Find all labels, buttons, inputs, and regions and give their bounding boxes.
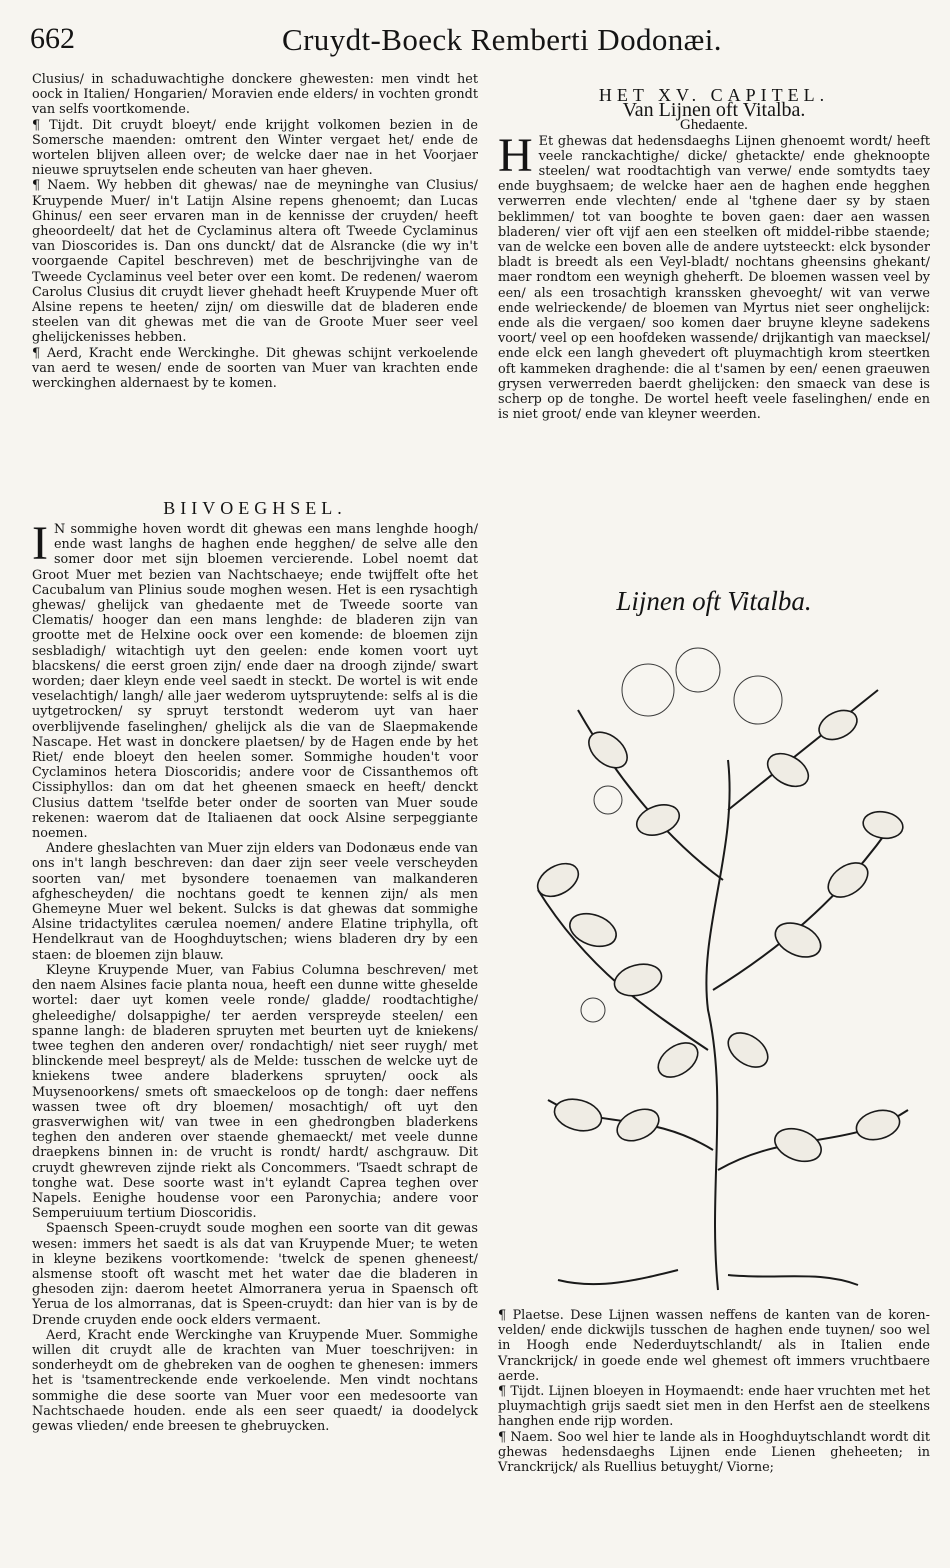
text-paragraph: Clusius/ in schaduwachtighe donckere ghewesten: men vindt het oock in Italien/ Hongarien/ Moravien ende elders/ in vochten grondt van selfs voortkomende.	[32, 72, 478, 118]
chapter-heading: HET XV. CAPITEL.	[598, 85, 830, 105]
ghedaente-paragraph	[498, 128, 930, 423]
woodcut-caption	[498, 586, 930, 616]
main-stem	[706, 760, 729, 1290]
plaetse-paragraph: ¶ Plaetse. Dese Lijnen wassen neffens de kanten van de koren-velden/ ende dickwijls tusschen de haghen ende tuynen/ soo wel in Hoogh ende Nederduytschlandt/ als in Italien ende Vranckrijck/ in goede ende wel ghemest oft immers vruchtbaere aerde.	[498, 1308, 930, 1384]
ghedaente-text: Et ghewas dat hedensdaeghs Lijnen ghenoemt wordt/ heeft veele ranckachtighe/ dicke/ ghetackte/ ende gheknoopte steelen/ wat roodtachtigh van verwe/ ende somtydts taey ende buyghsaem; de welcke haer aen de haghen ende hegghen verwerren ende vlechten/ ende al 'tghene daer sy by staen beklimmen/ tot van booghte te boven gaen: daer aen wassen bladeren/ vier oft vijf aen een steelken oft middel-ribbe staende; van de welcke een boven alle de andere uytsteeckt: elck bysonder bladt is breedt als een Veyl-bladt/ nochtans gheensins ghekant/ maer rondtom een weynigh gheherft. De bloemen wassen veel by een/ als een trosachtigh kranssken ghevoeght/ wit van verwe ende welrieckende/ de bloemen van Myrtus niet seer onghelijck: ende als die vergaen/ soo komen daer bruyne kleyne sadekens voort/ veel op een hoofdeken wassende/ drijkantigh van maecksel/ ende elck een langh ghevedert oft pluymachtigh krom steertken oft kammeken draghende: die al t'samen by een/ eenen graeuwen grysen verwerreden baerdt ghelijcken: den smaeck van dese is scherp op de tonghe. De wortel heeft veele faselinghen/ ende en is niet groot/ ende van kleyner weerden.	[498, 133, 930, 423]
chapter-subtitle: Van Lijnen oft Vitalba.	[622, 99, 806, 122]
running-title: Cruydt-Boeck Remberti Dodonæi.	[282, 22, 722, 57]
aerd-paragraph: ¶ Aerd, Kracht ende Werckinghe. Dit ghewas schijnt verkoelende van aerd te wesen/ ende de soorten van Muer van krachten ende werckinghen aldernaest by te komen.	[32, 345, 478, 392]
bijvoeghsel-text-1: N sommighe hoven wordt dit ghewas een mans lenghde hoogh/ ende wast langhs de haghen ende hegghen/ de selve alle den somer door met sijn bloemen vercierende. Lobel noemt dat Groot Muer met bezien van Nachtschaeye; ende twijffelt ofte het Cacubalum van Plinius soude moghen wesen. Het is een rysachtigh ghewas/ ghelijck van ghedaente met de Tweede soorte van Clematis/ hooger dan een mans lenghde: de bladeren zijn van grootte met de Helxine oock over een komende: de bloemen zijn sesbladigh/ witachtigh uyt den geelen: ende komen voort uyt blacskens/ die eerst groen zijn/ ende daer na droogh zijnde/ swart worden; daer kleyn ende veel saedt in steckt. De wortel is wit ende veselachtigh/ langh/ alle jaer wederom uytspruytende: selfs al is die uytgetrocken/ sy spruyt terstondt wederom uyt van haer overblijvende faselinghen/ ghelijck als die van de Slaepmakende Nascape. Het wast in donckere plaetsen/ by de Hagen ende by het Riet/ ende bloeyt den heelen somer. Sommighe houden't voor Cyclaminos hetera Dioscoridis; andere voor de Cissanthemos oft Cissiphyllos: dan om dat het gheenen smaeck en heeft/ denckt Clusius dattem 'tselfde beter onder de soorten van Muer soude rekenen: waerom dat de Italiaenen dat oock Alsine serpeggiante noemen.	[32, 522, 478, 842]
woodcut-title: Lijnen oft Vitalba.	[616, 586, 812, 616]
section-label: Ghedaente.	[680, 117, 748, 134]
page-header	[0, 0, 950, 66]
drop-cap: H	[498, 128, 533, 182]
bijvoeghsel-paragraph-1	[32, 517, 478, 842]
left-column-bijvoeghsel	[32, 517, 478, 1434]
bijvoeghsel-paragraph-2: Andere gheslachten van Muer zijn elders van Dodonæus ende van ons in't langh beschreven: dan daer zijn seer veele verscheyden soorten van/ met bysondere toenaemen van malkanderen afghescheyden/ die nochtans goedt te kennen zijn/ als men Ghemeyne Muer wel bekent. Sulcks is dat ghewas dat sommighe Alsine tridactylites cærulea noemen/ andere Elatine triphylla, oft Hendelkraut van de Hooghduytschen; wiens bladeren dry by een staen: de bloemen zijn blauw.	[32, 841, 478, 963]
bijvoeghsel-heading: BIIVOEGHSEL.	[163, 498, 347, 518]
drop-cap: I	[32, 517, 48, 570]
bijvoeghsel-paragraph-3: Kleyne Kruypende Muer, van Fabius Columna beschreven/ met den naem Alsines facie planta noua, heeft een dunne witte gheselde wortel: daer uyt komen veele ronde/ gladde/ roodtachtighe/ gheleedighe/ dolsappighe/ ter aerden verspreyde steelen/ een spanne langh: de bladeren spruyten met beurten uyt de kniekens/ twee teghen den anderen over/ rondachtigh/ niet seer ruygh/ met blinckende meel bespreyt/ als de Melde: tusschen de welcke uyt de kniekens twee andere bladerkens spruyten/ oock als Muysenoorkens/ smets oft smaeckeloos op de tongh: daer neffens wassen twee oft dry bloemen/ mosachtigh/ oft uyt den grasverwighen wit/ van twee in een ghedrongben bladerkens teghen den anderen over staende ghemaeckt/ met veele dunne draepkens binnen in: de vrucht is rondt/ hardt/ aschgrauw. Dit cruydt ghewreven zijnde riekt als Concommers. 'Tsaedt schrapt de tonghe wat. Dese soorte wast in't eylandt Caprea teghen over Napels. Eenighe houdense voor een Paronychia; andere voor Semperuiuum tertium Dioscoridis.	[32, 962, 478, 1222]
right-column-top	[498, 85, 930, 423]
left-column-top	[32, 72, 478, 391]
naem-paragraph: ¶ Naem. Wy hebben dit ghewas/ nae de meyninghe van Clusius/ Kruypende Muer/ in't Latijn Alsine repens ghenoemt; dan Lucas Ghinus/ een seer ervaren man in de kennisse der cruyden/ heeft gheoordeelt/ dat het de Cyclaminus altera oft Tweede Cyclaminus van Dioscorides is. Dan ons dunckt/ dat de Alsrancke (die wy in't voorgaende Capitel beschreven) met de beschrijvinghe van de Tweede Cyclaminus veel beter over een komt. De redenen/ waerom Carolus Clusius dit cruydt liever ghehadt heeft Kruypende Muer oft Alsine repens te heeten/ zijn/ om dieswille dat de bladeren ende steelen van dit ghewas met die van de Groote Muer seer veel ghelijckenisses hebben.	[32, 178, 478, 346]
naem-paragraph: ¶ Naem. Soo wel hier te lande als in Hooghduytschlandt wordt dit ghewas hedensdaeghs Lijnen ende Lienen gheheeten; in Vranckrijck/ als Ruellius betuyght/ Viorne;	[498, 1429, 930, 1476]
page-number: 662	[30, 22, 75, 55]
tijdt-paragraph: ¶ Tijdt. Lijnen bloeyen in Hoymaendt: ende haer vruchten met het pluymachtigh grijs saedt siet men in den Herfst aen de steelkens hanghen ende rijp worden.	[498, 1384, 930, 1430]
bijvoeghsel-paragraph-4: Spaensch Speen-cruydt soude moghen een soorte van dit gewas wesen: immers het saedt is als dat van Kruypende Muer; te weten in kleyne bezikens voortkomende: 'twelck de spenen gheneest/ alsmense stooft oft wascht met het water dae die bladeren in ghesoden zijn: daerom heetet Almorranera yerua in Spaensch oft Yerua de los almorranas, dat is Speen-cruydt: dan hier van is by de Drende cruyden ende oock elders vermaent.	[32, 1221, 478, 1328]
bijvoeghsel-paragraph-5: Aerd, Kracht ende Werckinghe van Kruypende Muer. Sommighe willen dit cruydt alle de krachten van Muer toeschrijven: in sonderheydt om de ghebreken van de ooghen te ghenesen: immers het is 'tsamentreckende ende verkoelende. Men vindt nochtans sommighe die dese soorte van Muer voor een medesoorte van Nachtschaede houden. ende als een seer quaedt/ ia doodelyck gewas vlieden/ ende breesen te ghebruycken.	[32, 1327, 478, 1434]
right-column-bottom	[498, 1308, 930, 1475]
tijdt-paragraph: ¶ Tijdt. Dit cruydt bloeyt/ ende krijght volkomen bezien in de Somersche maenden: omtrent den Winter vergaet het/ ende de wortelen blijven alleen over; de welcke daer nae in het Voorjaer nieuwe spruytselen ende scheuten van haer gheven.	[32, 117, 478, 179]
vitalba-woodcut-illustration	[498, 630, 930, 1302]
